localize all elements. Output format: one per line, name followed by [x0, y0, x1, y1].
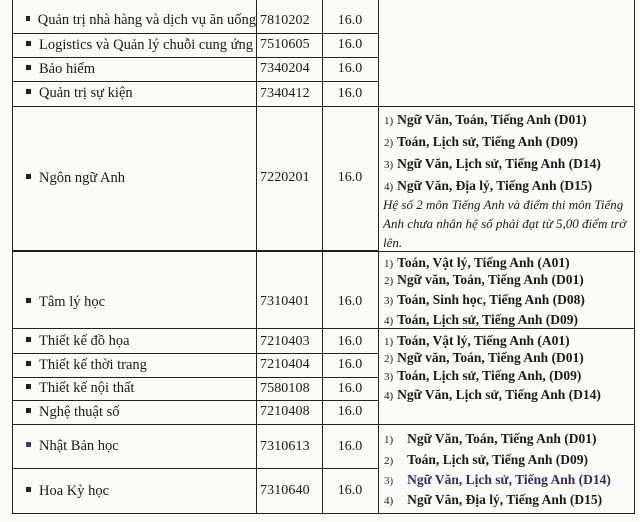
bullet-icon	[26, 384, 31, 389]
major-name: Nghệ thuật số	[12, 400, 256, 424]
subject-combo: 3) Ngữ Văn, Lịch sử, Tiếng Anh (D14)	[384, 472, 611, 487]
subject-combo: 2) Ngữ văn, Toán, Tiếng Anh (D01)	[384, 350, 584, 365]
column-divider	[378, 0, 379, 514]
major-score: 16.0	[337, 37, 363, 52]
major-score: 16.0	[337, 483, 363, 498]
major-code: 7310401	[260, 294, 310, 309]
major-score: 16.0	[337, 333, 363, 349]
major-name: Logistics và Quản lý chuỗi cung ứng	[12, 33, 256, 57]
major-name: Quản trị nhà hàng và dịch vụ ăn uống	[12, 8, 256, 33]
table-border-right	[634, 0, 635, 514]
subject-combo: 4) Ngữ Văn, Lịch sử, Tiếng Anh (D14)	[384, 387, 601, 402]
major-score: 16.0	[337, 404, 363, 419]
bullet-icon	[26, 65, 31, 70]
subject-combo: 1) Toán, Vật lý, Tiếng Anh (A01)	[384, 255, 570, 270]
major-score: 16.0	[337, 170, 363, 185]
major-code: 7810202	[260, 12, 310, 28]
bullet-icon	[26, 337, 31, 342]
subject-combo: 2) Toán, Lịch sử, Tiếng Anh (D09)	[384, 452, 588, 467]
bullet-icon	[26, 16, 30, 21]
english-score-note: Hệ số 2 môn Tiếng Anh và điểm thi môn Tiếng Anh chưa nhân hệ số phải đạt từ 5,00 điểm trở lên.	[383, 197, 627, 250]
major-score: 16.0	[337, 380, 363, 396]
subject-combo: 1) Ngữ Văn, Toán, Tiếng Anh (D01)	[384, 431, 597, 446]
bullet-icon	[26, 487, 31, 492]
bullet-icon	[26, 408, 31, 413]
subject-combo: 3) Toán, Lịch sử, Tiếng Anh, (D09)	[384, 368, 582, 383]
bullet-icon	[26, 174, 31, 179]
subject-combo: 3) Toán, Sinh học, Tiếng Anh (D08)	[384, 292, 585, 307]
major-code: 7510605	[260, 37, 310, 52]
subject-combo: 1) Toán, Vật lý, Tiếng Anh (A01)	[384, 333, 570, 348]
bullet-icon	[26, 89, 31, 94]
major-name: Ngôn ngữ Anh	[12, 106, 256, 250]
bullet-icon	[26, 442, 31, 447]
major-code: 7210403	[260, 333, 310, 349]
major-score: 16.0	[337, 294, 363, 309]
bullet-icon	[26, 298, 31, 303]
major-name: Thiết kế thời trang	[12, 353, 256, 377]
major-code: 7210404	[260, 357, 310, 372]
subject-combo: 2) Toán, Lịch sử, Tiếng Anh (D09)	[384, 134, 578, 149]
subject-combo: 4) Ngữ Văn, Địa lý, Tiếng Anh (D15)	[384, 178, 593, 193]
major-score: 16.0	[337, 438, 363, 454]
major-score: 16.0	[337, 12, 363, 28]
major-code: 7310640	[260, 483, 310, 498]
major-code: 7220201	[260, 170, 310, 185]
major-score: 16.0	[337, 357, 363, 372]
major-code: 7310613	[260, 438, 310, 454]
subject-combo: 4) Toán, Lịch sử, Tiếng Anh (D09)	[384, 312, 578, 327]
subject-combo: 3) Ngữ Văn, Lịch sử, Tiếng Anh (D14)	[384, 156, 601, 171]
major-score: 16.0	[337, 85, 363, 101]
major-name: Nhật Bản học	[12, 425, 256, 468]
subject-combo: 1) Ngữ Văn, Toán, Tiếng Anh (D01)	[384, 112, 587, 127]
table-border-bottom	[12, 513, 635, 514]
major-name: Thiết kế nội thất	[12, 377, 256, 400]
major-code: 7580108	[260, 380, 310, 396]
major-code: 7340204	[260, 61, 310, 76]
major-code: 7210408	[260, 404, 310, 419]
bullet-icon	[26, 361, 31, 366]
major-code: 7340412	[260, 85, 310, 101]
bullet-icon	[26, 41, 31, 46]
major-name: Hoa Kỳ học	[12, 469, 256, 513]
major-name: Tâm lý học	[12, 251, 256, 353]
major-name: Thiết kế đồ họa	[12, 330, 256, 353]
subject-combo: 2) Ngữ văn, Toán, Tiếng Anh (D01)	[384, 272, 584, 287]
subject-combo: 4) Ngữ Văn, Địa lý, Tiếng Anh (D15)	[384, 492, 603, 507]
major-name: Quản trị sự kiện	[12, 81, 256, 106]
major-score: 16.0	[337, 61, 363, 76]
major-name: Bảo hiểm	[12, 57, 256, 81]
